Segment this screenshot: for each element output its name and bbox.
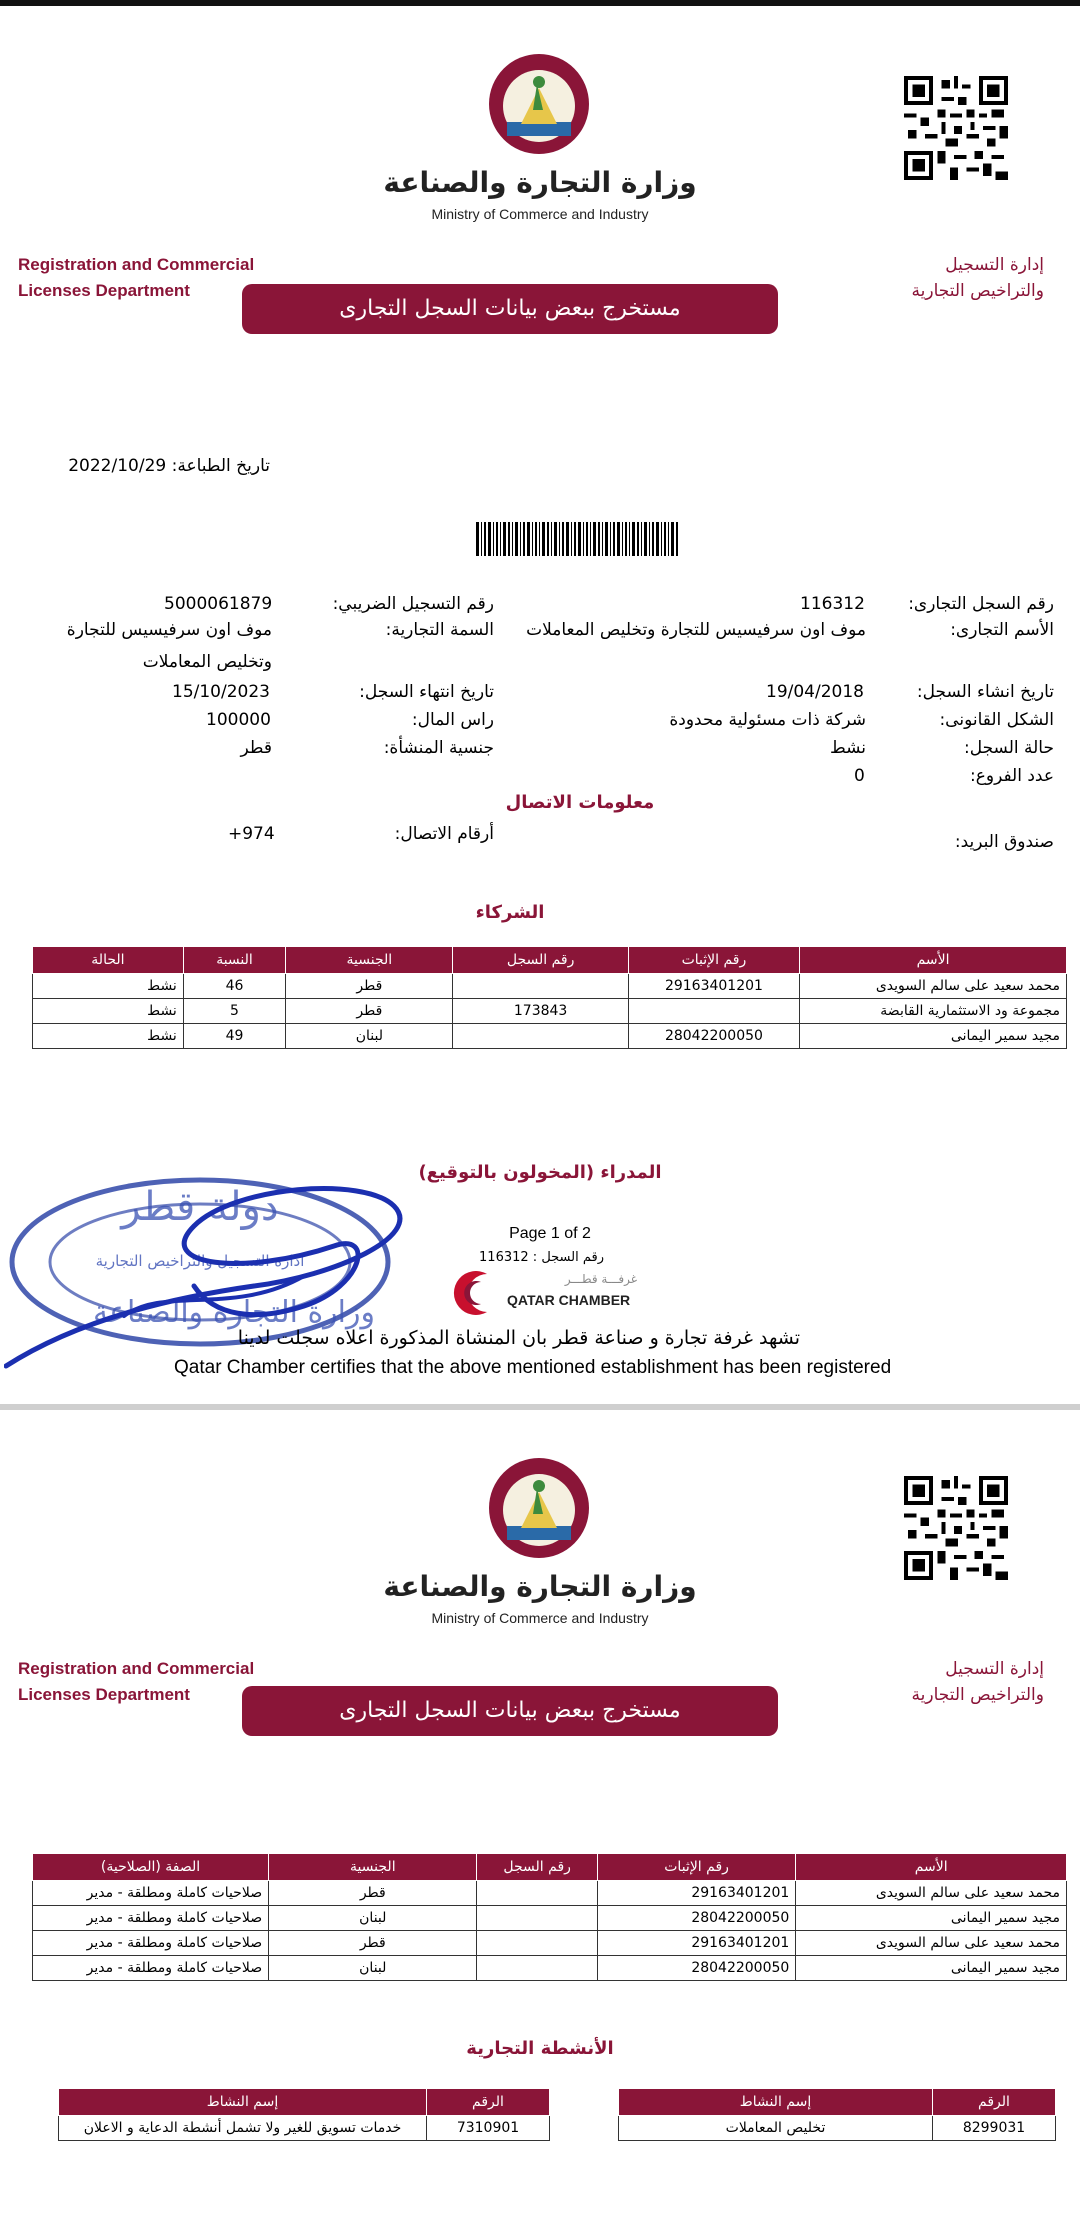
department-english-line-2: Licenses Department — [18, 1685, 190, 1704]
expiry-date-label: تاريخ انتهاء السجل: — [359, 682, 494, 702]
manager-name: مجيد سمير اليمانى — [796, 1906, 1067, 1931]
manager-nationality: لبنان — [269, 1906, 477, 1931]
managers-table — [32, 1853, 1067, 1981]
col-activity-number: الرقم — [933, 2089, 1056, 2116]
manager-name: محمد سعيد على سالم السويدى — [796, 1931, 1067, 1956]
phone-value: +974 — [228, 824, 275, 844]
trade-name-label: الأسم التجارى: — [950, 620, 1054, 640]
ministry-name-arabic: وزارة التجارة والصناعة — [383, 1570, 697, 1603]
nationality-label: جنسية المنشأة: — [383, 738, 494, 758]
brand-label: السمة التجارية: — [385, 620, 494, 640]
pobox-label: صندوق البريد: — [954, 832, 1054, 852]
certification-arabic: تشهد غرفة تجارة و صناعة قطر بان المنشاة المذكورة اعلاه سجلت لدينا — [237, 1327, 800, 1349]
brand-value-line-1: موف اون سرفيسيس للتجارة — [66, 620, 272, 640]
partners-section-title: الشركاء — [475, 902, 545, 923]
print-date-value: 2022/10/29 — [68, 456, 167, 476]
partner-id — [628, 999, 799, 1024]
department-english-line-1: Registration and Commercial — [18, 1659, 255, 1678]
stamp-text-top: دولة قطر — [121, 1184, 279, 1230]
nationality-value: قطر — [240, 738, 272, 758]
col-cr: رقم السجل — [453, 947, 628, 974]
print-date — [60, 454, 270, 478]
activity-name: خدمات تسويق للغير ولا تشمل أنشطة الدعاية و الاعلان — [59, 2116, 427, 2141]
partner-share: 5 — [183, 999, 285, 1024]
activities-section-title: الأنشطة التجارية — [466, 2038, 614, 2059]
col-share: النسبة — [183, 947, 285, 974]
chamber-name-arabic: غرفـــة قطـــر — [564, 1272, 637, 1286]
partner-nationality: قطر — [286, 999, 453, 1024]
partner-status: نشط — [33, 999, 184, 1024]
status-value: نشط — [829, 738, 866, 758]
department-name-arabic — [804, 1656, 1044, 1708]
partners-table — [32, 946, 1067, 1049]
capital-label: راس المال: — [411, 710, 494, 730]
col-name: الأسم — [800, 947, 1067, 974]
document-title-banner: مستخرج ببعض بيانات السجل التجارى — [242, 1686, 778, 1736]
manager-id: 28042200050 — [597, 1956, 795, 1981]
qatar-emblem-logo — [487, 1456, 591, 1560]
department-arabic-line-2: والتراخيص التجارية — [911, 281, 1044, 301]
legal-form-label: الشكل القانونى: — [939, 710, 1054, 730]
department-arabic-line-1: إدارة التسجيل — [945, 255, 1044, 275]
stamp-text-bottom: وزارة التجارة والصناعة — [93, 1295, 375, 1330]
partner-name: مجيد سمير اليمانى — [800, 1024, 1067, 1049]
trade-name-value: موف اون سرفيسيس للتجارة وتخليص المعاملات — [526, 620, 866, 640]
document-page-2 — [0, 1410, 1080, 2219]
col-nationality: الجنسية — [269, 1854, 477, 1881]
manager-id: 29163401201 — [597, 1881, 795, 1906]
manager-role: صلاحيات كاملة ومطلقة - مدير — [33, 1956, 269, 1981]
activities-table-header — [619, 2089, 1056, 2116]
managers-table-header — [33, 1854, 1067, 1881]
partner-nationality: قطر — [286, 974, 453, 999]
ministry-name-arabic: وزارة التجارة والصناعة — [383, 166, 697, 199]
barcode — [476, 522, 680, 556]
branches-label: عدد الفروع: — [969, 766, 1054, 786]
col-nationality: الجنسية — [286, 947, 453, 974]
col-role: الصفة (الصلاحية) — [33, 1854, 269, 1881]
cr-number-value: 116312 — [800, 594, 865, 614]
col-name: الأسم — [796, 1854, 1067, 1881]
table-row — [33, 1956, 1067, 1981]
ministry-name-english: Ministry of Commerce and Industry — [431, 206, 649, 222]
partner-cr — [453, 974, 628, 999]
page-number: Page 1 of 2 — [509, 1225, 591, 1242]
partner-name: مجموعة ود الاستثمارية القابضة — [800, 999, 1067, 1024]
table-row — [33, 1931, 1067, 1956]
qr-code-icon — [904, 76, 1008, 180]
activity-name: تخليص المعاملات — [619, 2116, 933, 2141]
col-id: رقم الإثبات — [628, 947, 799, 974]
partner-cr: 173843 — [453, 999, 628, 1024]
partner-cr — [453, 1024, 628, 1049]
partner-name: محمد سعيد على سالم السويدى — [800, 974, 1067, 999]
department-english-line-2: Licenses Department — [18, 281, 190, 300]
col-id: رقم الإثبات — [597, 1854, 795, 1881]
manager-id: 29163401201 — [597, 1931, 795, 1956]
status-label: حالة السجل: — [963, 738, 1054, 758]
activities-table-right — [618, 2088, 1056, 2141]
footer-cr-reference: رقم السجل : 116312 — [479, 1250, 604, 1265]
qr-code-icon — [904, 1476, 1008, 1580]
legal-form-value: شركة ذات مسئولية محدودة — [669, 710, 866, 730]
created-date-value: 19/04/2018 — [766, 682, 864, 702]
expiry-date-value: 15/10/2023 — [172, 682, 270, 702]
print-date-label: تاريخ الطباعة: — [171, 456, 270, 476]
department-name-english — [18, 252, 278, 304]
partners-table-header — [33, 947, 1067, 974]
department-arabic-line-1: إدارة التسجيل — [945, 1659, 1044, 1679]
activity-number: 8299031 — [933, 2116, 1056, 2141]
certification-english: Qatar Chamber certifies that the above mentioned establishment has been registered — [174, 1357, 892, 1378]
manager-cr — [477, 1906, 597, 1931]
qatar-chamber-emblem-icon — [447, 1268, 501, 1318]
partner-share: 46 — [183, 974, 285, 999]
manager-cr — [477, 1881, 597, 1906]
cr-number-label: رقم السجل التجارى: — [908, 594, 1054, 614]
partner-status: نشط — [33, 1024, 184, 1049]
manager-name: محمد سعيد على سالم السويدى — [796, 1881, 1067, 1906]
managers-section-title: المدراء (المخولون بالتوقيع) — [418, 1162, 662, 1183]
manager-role: صلاحيات كاملة ومطلقة - مدير — [33, 1931, 269, 1956]
col-activity-name: إسم النشاط — [59, 2089, 427, 2116]
stamp-text-middle: ادارة التسجيل والتراخيص التجارية — [95, 1252, 305, 1270]
partner-id: 28042200050 — [628, 1024, 799, 1049]
col-activity-number: الرقم — [427, 2089, 550, 2116]
capital-value: 100000 — [206, 710, 271, 730]
document-title-banner: مستخرج ببعض بيانات السجل التجارى — [242, 284, 778, 334]
manager-nationality: قطر — [269, 1881, 477, 1906]
table-row — [33, 1881, 1067, 1906]
manager-nationality: قطر — [269, 1931, 477, 1956]
table-row — [33, 974, 1067, 999]
col-status: الحالة — [33, 947, 184, 974]
partner-nationality: لبنان — [286, 1024, 453, 1049]
col-activity-name: إسم النشاط — [619, 2089, 933, 2116]
manager-role: صلاحيات كاملة ومطلقة - مدير — [33, 1881, 269, 1906]
table-row — [33, 999, 1067, 1024]
manager-nationality: لبنان — [269, 1956, 477, 1981]
partner-status: نشط — [33, 974, 184, 999]
department-english-line-1: Registration and Commercial — [18, 255, 255, 274]
brand-value-line-2: وتخليص المعاملات — [142, 652, 272, 672]
qatar-chamber-logo — [447, 1268, 641, 1318]
chamber-name-english: QATAR CHAMBER — [507, 1292, 631, 1308]
manager-id: 28042200050 — [597, 1906, 795, 1931]
department-name-arabic — [804, 252, 1044, 304]
manager-cr — [477, 1931, 597, 1956]
ministry-name-english: Ministry of Commerce and Industry — [431, 1610, 649, 1626]
manager-cr — [477, 1956, 597, 1981]
tax-number-label: رقم التسجيل الضريبي: — [332, 594, 494, 614]
activities-table-header — [59, 2089, 550, 2116]
contact-section-title: معلومات الاتصال — [505, 792, 655, 813]
qatar-emblem-logo — [487, 52, 591, 156]
branches-value: 0 — [854, 766, 865, 786]
department-name-english — [18, 1656, 278, 1708]
department-arabic-line-2: والتراخيص التجارية — [911, 1685, 1044, 1705]
activity-number: 7310901 — [427, 2116, 550, 2141]
col-cr: رقم السجل — [477, 1854, 597, 1881]
activities-table-left — [58, 2088, 550, 2141]
partner-id: 29163401201 — [628, 974, 799, 999]
document-page-1 — [0, 6, 1080, 1404]
partner-share: 49 — [183, 1024, 285, 1049]
table-row — [59, 2116, 550, 2141]
phone-label: أرقام الاتصال: — [394, 824, 494, 844]
manager-role: صلاحيات كاملة ومطلقة - مدير — [33, 1906, 269, 1931]
table-row — [33, 1906, 1067, 1931]
table-row — [619, 2116, 1056, 2141]
table-row — [33, 1024, 1067, 1049]
manager-name: مجيد سمير اليمانى — [796, 1956, 1067, 1981]
created-date-label: تاريخ انشاء السجل: — [916, 682, 1054, 702]
tax-number-value: 5000061879 — [164, 594, 273, 614]
